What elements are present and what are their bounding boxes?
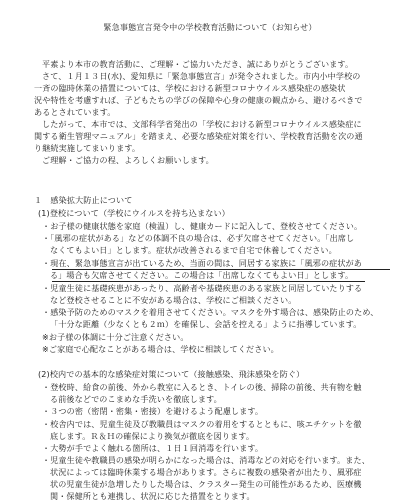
intro-line-7: 関する衛生管理マニュアル」を踏まえ、必要な感染症対策を行い、学校教育活動を次の通	[34, 131, 363, 141]
sub2-line-7: ・児童生徒や教職員の感染が明らかになった場合は、消毒などの対応を行います。また、	[42, 455, 370, 465]
subsection-1-heading: (1)登校について（学校にウイルスを持ち込まない）	[38, 208, 230, 218]
sub1-line-2: ・「風邪の症状がある」などの体調不良の場合は、必ず欠席させてください。「出席し	[42, 233, 355, 243]
sub1-line-6: ・児童生徒に基礎疾患があったり、高齢者や基礎疾患のある家族と同居していたりする	[42, 283, 363, 293]
intro-line-5: あるとされています。	[34, 107, 116, 117]
sub2-line-9: 状の児童生徒が急増したりした場合は、クラスター発生の可能性があるため、医療機	[50, 479, 362, 489]
intro-line-4: 況や特性を考慮すれば、子どもたちの学びの保障や心身の健康の観点から、避けるべきで	[34, 95, 363, 105]
intro-line-1: 平素より本市の教育活動に、ご理解・ご協力いただき、誠にありがとうございます。	[42, 59, 354, 69]
sub2-line-4: ・校舎内では、児童生徒及び教職員はマスクの着用をするとともに、咳エチケットを徹	[42, 419, 362, 429]
intro-line-3: 一斉の臨時休業の措置については、学校における新型コロナウイルス感染症の感染状	[34, 83, 346, 93]
sub2-line-10: 関・保健所とも連携し、状況に応じた措置をとります。	[50, 491, 255, 501]
sub2-line-8: 状況によっては臨時休業する場合があります。さらに複数の感染者が出たり、風邪症	[50, 467, 362, 477]
sub1-line-5: る」場合も欠席させてください。この場合は「出席しなくてもよい日」とします。	[50, 270, 354, 280]
intro-line-9: ご理解・ご協力の程、よろしくお願いします。	[42, 155, 214, 165]
sub1-line-8: ・感染予防のためのマスクを着用させてください。マスクを外す場合は、感染防止のため、	[42, 307, 379, 317]
intro-line-2: さて、１月１３日(水)、愛知県に「緊急事態宣言」が発令されました。市内小中学校の	[42, 71, 361, 81]
sub1-line-7: など登校させることに不安がある場合は、学校にご相談ください。	[50, 295, 297, 305]
sub1-line-9: 「十分な距離（少なくとも２ｍ）を確保し、会話を控える」ように指導しています。	[50, 319, 362, 329]
sub2-line-5: 底します。Ｒ＆Ｈの確保により換気が徹底を図ります。	[50, 431, 255, 441]
underline-2	[52, 281, 365, 282]
sub2-line-2: る前後などでのこまめな手洗いを徹底します。	[50, 394, 222, 404]
sub2-line-1: ・登校時、給食の前後、外から教室に入るとき、トイレの後、掃除の前後、共有物を触	[42, 382, 362, 392]
intro-line-6: したがって、本市では、文部科学省発出の「学校における新型コロナウイルス感染症に	[42, 119, 362, 129]
intro-line-8: り継続実施してまいります。	[34, 143, 141, 153]
sub1-note-2: ※ご家庭で心配なことがある場合は、学校に相談してください。	[42, 344, 279, 354]
sub1-line-4: ・現在、緊急事態宣言が出ているため、当面の間は、同居する家族に「風邪の症状があ	[42, 258, 363, 268]
sub1-line-1: ・お子様の健康状態を家庭（検温）し、健康カードに記入して、登校させてください。	[42, 221, 363, 231]
subsection-2-heading: (2)校内での基本的な感染症対策について（接触感染、飛沫感染を防ぐ）	[38, 369, 305, 379]
sub1-note-1: ※お子様の体調に十分ご注意ください。	[42, 332, 189, 342]
sub1-line-3: なくてもよい日」とします。症状が改善されるまで自宅で休養してください。	[50, 245, 337, 255]
section-heading: １ 感染拡大防止について	[34, 195, 133, 205]
sub2-line-3: ・３つの密（密閉・密集・密接）を避けるよう配慮します。	[42, 406, 264, 416]
document-title: 緊急事態宣言発令中の学校教育活動について（お知らせ）	[103, 22, 317, 32]
sub2-line-6: ・大勢が手でよく触れる箇所は、１日１回消毒を行います。	[42, 443, 264, 453]
